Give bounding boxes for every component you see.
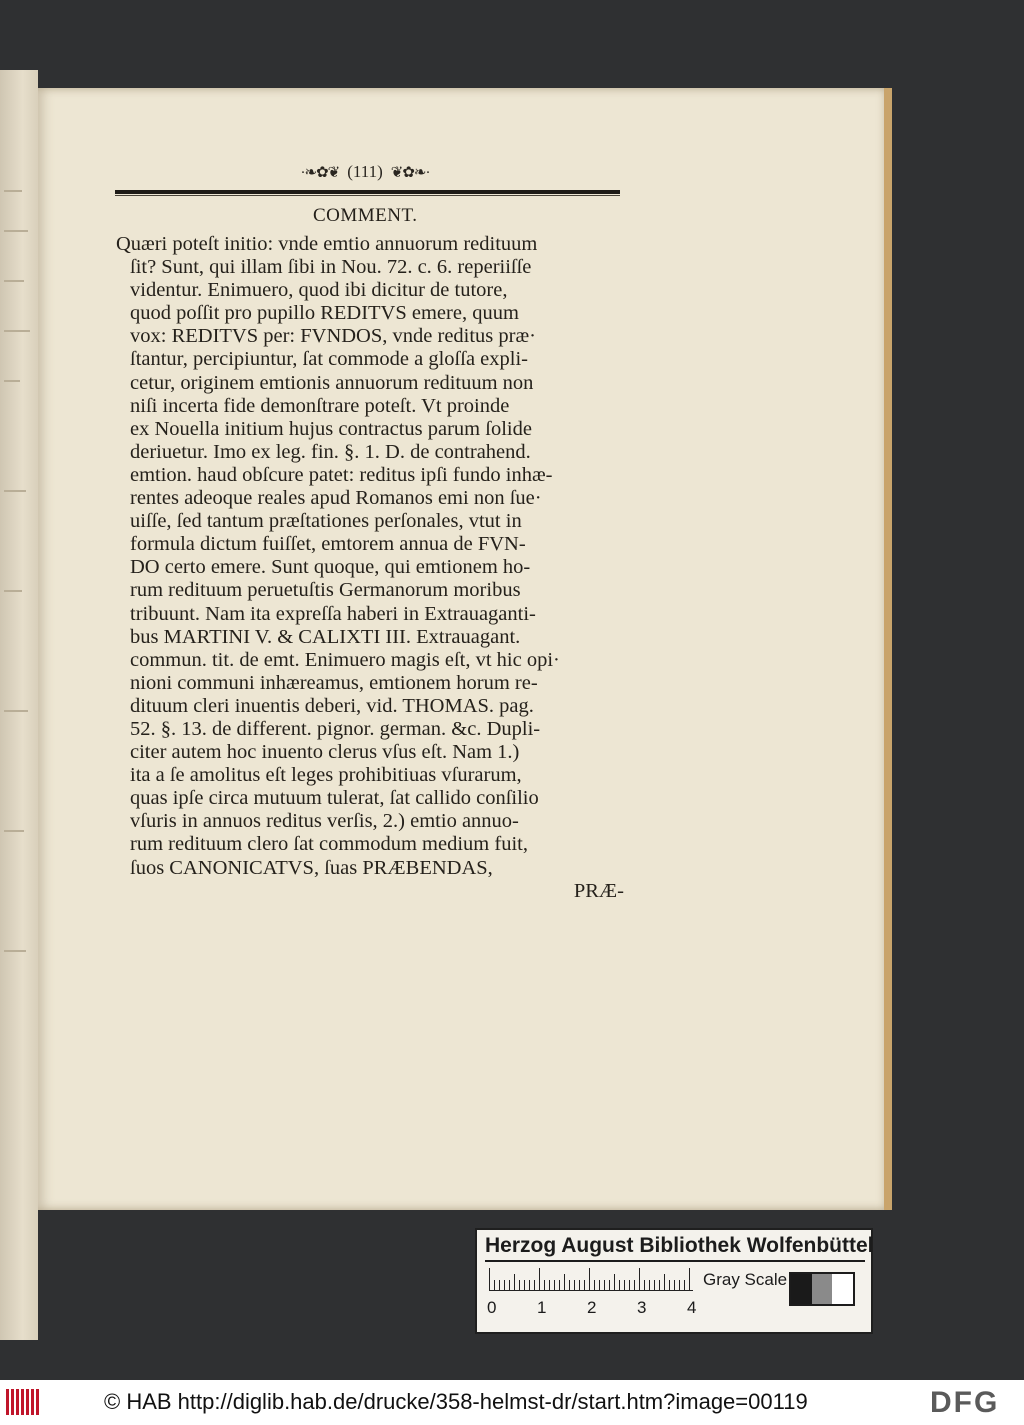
header-rule [115,190,620,194]
ruler-tick [634,1280,635,1290]
text-line: Quæri poteſt initio: vnde emtio annuorum redituum [116,233,538,255]
ruler-tick [574,1280,575,1290]
ruler-tick [599,1280,600,1290]
ruler-tick [579,1280,580,1290]
text-line: dituum cleri inuentis deberi, vid. THOMAS. pag. [130,694,534,717]
text-line: ſit? Sunt, qui illam ſibi in Nou. 72. c. 6. reperiiſſe [130,256,532,279]
text-line: emtion. haud obſcure patet: reditus ipſi fundo inhæ- [130,463,553,486]
ruler-tick [534,1280,535,1290]
ruler-number: 2 [587,1298,597,1317]
swatch-gray [812,1274,833,1304]
ruler-tick [649,1280,650,1290]
text-line: nioni communi inhæreamus, emtionem horum re- [130,671,538,694]
text-line: quas ipſe circa mutuum tulerat, ſat callido conſilio [130,787,539,810]
text-line: 52. §. 13. de different. pignor. german. &c. Dupli- [130,717,541,740]
ruler-tick [499,1280,500,1290]
ruler-tick [654,1280,655,1290]
page-number: (111) [347,162,383,181]
catchword: PRÆ- [573,879,624,902]
ruler-tick [689,1268,690,1290]
text-line: DO certo emere. Sunt quoque, qui emtionem ho- [130,556,531,579]
ruler-tick [644,1280,645,1290]
ruler-tick [684,1280,685,1290]
text-line: videntur. Enimuero, quod ibi dicitur de tutore, [130,279,508,302]
text-line: quod poſſit pro pupillo REDITVS emere, quum [130,302,519,325]
text-line: deriuetur. Imo ex leg. fin. §. 1. D. de contrahend. [130,440,531,463]
ruler-tick [504,1280,505,1290]
ruler-number: 1 [537,1298,547,1317]
ruler-tick [674,1280,675,1290]
text-line: rum redituum peruetuſtis Germanorum moribus [130,579,521,602]
text-line: commun. tit. de emt. Enimuero magis eſt, vt hic opi· [130,648,560,671]
ruler-tick [584,1280,585,1290]
swatch-white [832,1274,853,1304]
text-line: bus MARTINI V. & CALIXTI III. Extrauagant. [130,625,521,648]
gray-scale-swatches [789,1272,855,1306]
ruler-tick [519,1280,520,1290]
body-text [116,233,624,903]
library-name: Herzog August Bibliothek Wolfenbüttel [485,1234,865,1262]
text-line: vſuris in annuos reditus verſis, 2.) emtio annuo- [130,810,519,833]
ruler-tick [539,1268,540,1290]
ruler-tick [664,1274,665,1290]
page-header [290,160,440,184]
section-heading: COMMENT. [313,205,418,226]
ruler-tick [614,1274,615,1290]
ruler-tick [564,1274,565,1290]
ruler-tick [524,1280,525,1290]
gray-scale-label: Gray Scale [703,1270,788,1289]
text-line: niſi incerta fide demonſtrare poteſt. Vt proinde [130,394,510,417]
swatch-black [791,1274,812,1304]
ruler-tick [489,1268,490,1290]
text-line: ſuos CANONICATVS, ſuas PRÆBENDAS, [130,856,493,879]
ruler-tick [569,1280,570,1290]
measurement-ruler [489,1268,693,1291]
ruler-tick [559,1280,560,1290]
ruler-number: 0 [487,1298,497,1317]
dfg-logo: DFG [930,1386,1000,1419]
text-line: uiſſe, ſed tantum præſtationes perſonales, vtut in [130,510,522,533]
ruler-tick [639,1268,640,1290]
viewer-footer [0,1380,1024,1425]
ruler-tick [529,1280,530,1290]
ruler-number: 4 [687,1298,697,1317]
ruler-tick [629,1280,630,1290]
text-line: vox: REDITVS per: FVNDOS, vnde reditus præ· [130,325,536,348]
hab-barcode-icon [6,1389,42,1415]
ruler-tick [589,1268,590,1290]
ruler-tick [544,1280,545,1290]
header-rule-thin [115,195,620,196]
text-line: ſtantur, percipiuntur, ſat commode a gloſſa expli- [130,348,528,371]
library-color-card [475,1228,873,1334]
text-line: citer autem hoc inuento clerus vſus eſt. Nam 1.) [130,741,520,764]
text-line: cetur, originem emtionis annuorum redituum non [130,371,534,394]
left-ornament-icon: ·❧✿❦ [300,164,340,181]
ruler-tick [554,1280,555,1290]
text-line: rentes adeoque reales apud Romanos emi non ſue· [130,487,542,510]
ruler-tick [514,1274,515,1290]
text-line: tribuunt. Nam ita expreſſa haberi in Extrauaganti- [130,602,536,625]
ruler-tick [669,1280,670,1290]
ruler-tick [509,1280,510,1290]
ruler-tick [609,1280,610,1290]
ruler-numbers [483,1298,703,1318]
text-line: rum redituum clero ſat commodum medium fuit, [130,833,528,856]
ruler-number: 3 [637,1298,647,1317]
page-edge [884,88,892,1210]
credit-link[interactable]: © HAB http://diglib.hab.de/drucke/358-helmst-dr/start.htm?image=00119 [104,1389,808,1414]
ruler-tick [594,1280,595,1290]
ruler-tick [619,1280,620,1290]
text-line: ex Nouella initium hujus contractus parum ſolide [130,417,532,440]
ruler-tick [604,1280,605,1290]
ruler-tick [659,1280,660,1290]
previous-page-edge [0,70,38,1340]
ruler-tick [624,1280,625,1290]
text-line: ita a ſe amolitus eſt leges prohibitiuas vſurarum, [130,764,522,787]
ruler-tick [549,1280,550,1290]
right-ornament-icon: ❦✿❧· [390,164,430,181]
ruler-tick [679,1280,680,1290]
text-line: formula dictum fuiſſet, emtorem annua de FVN- [130,533,526,556]
ruler-tick [494,1280,495,1290]
